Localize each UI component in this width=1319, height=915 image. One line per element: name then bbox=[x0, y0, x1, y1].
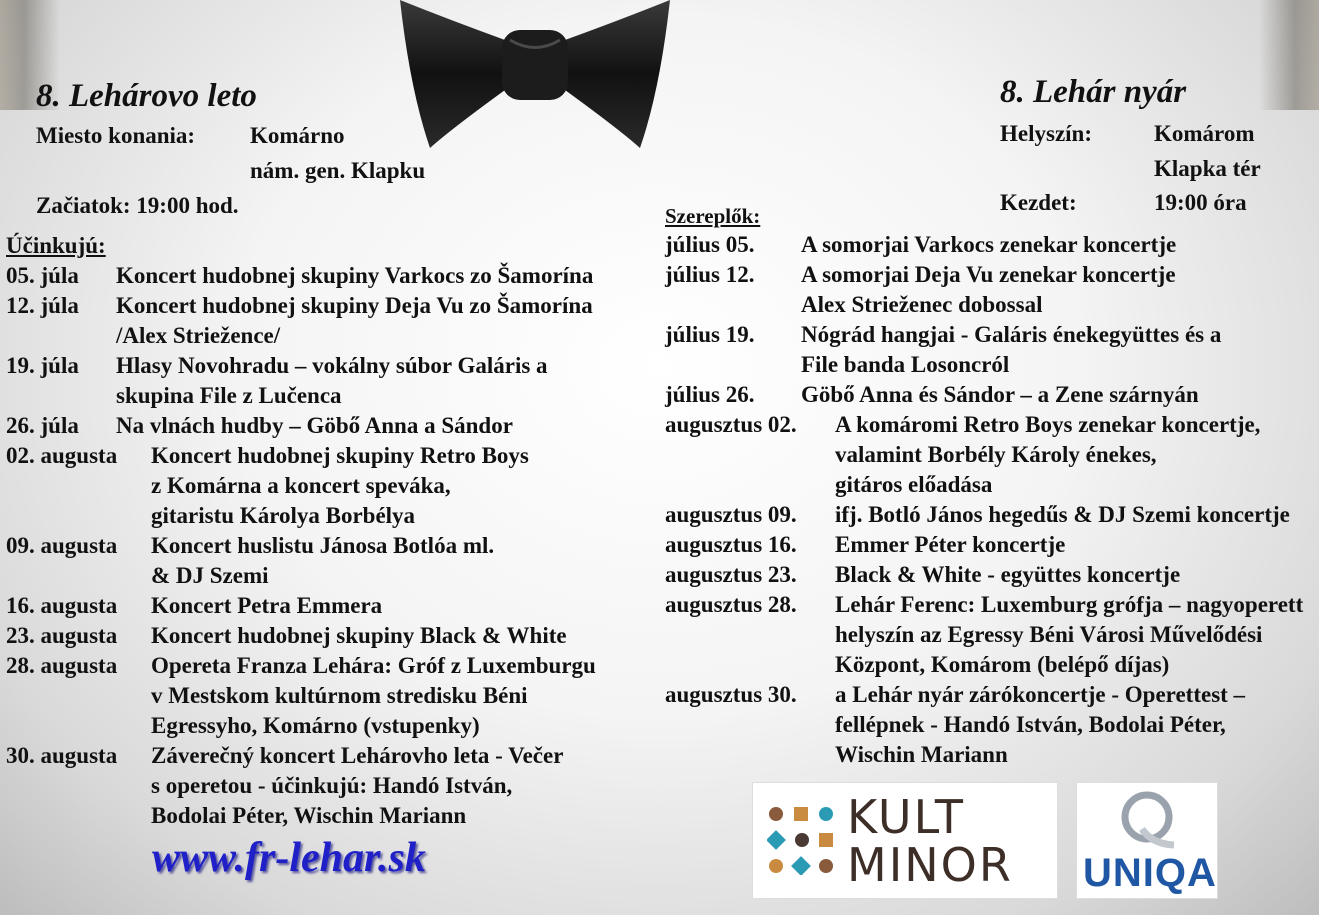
kultminor-line1: KULT bbox=[847, 790, 965, 844]
hu-schedule-date: augusztus 02. bbox=[665, 412, 797, 437]
uniqa-wordmark: UNIQA bbox=[1083, 851, 1217, 895]
sk-venue-place: nám. gen. Klapku bbox=[250, 158, 426, 183]
sk-schedule-text: Koncert huslistu Jánosa Botlóa ml. bbox=[151, 533, 495, 558]
hu-schedule-text: ifj. Botló János hegedűs & DJ Szemi koncertje bbox=[835, 502, 1290, 527]
sk-schedule-row bbox=[6, 741, 596, 831]
hu-schedule-date: augusztus 16. bbox=[665, 532, 797, 557]
sk-schedule-text: Bodolai Péter, Wischin Mariann bbox=[151, 803, 467, 828]
sk-schedule-date: 28. augusta bbox=[6, 653, 118, 678]
hu-schedule-date: augusztus 23. bbox=[665, 562, 797, 587]
sk-schedule-date: 19. júla bbox=[6, 353, 79, 378]
sk-schedule-row bbox=[6, 411, 596, 441]
hu-schedule-text: Göbő Anna és Sándor – a Zene szárnyán bbox=[801, 382, 1199, 407]
hu-schedule-date: július 12. bbox=[665, 262, 755, 287]
hu-schedule-date: augusztus 30. bbox=[665, 682, 797, 707]
hu-schedule-text: A somorjai Varkocs zenekar koncertje bbox=[801, 232, 1177, 257]
sk-schedule-text: Koncert hudobnej skupiny Retro Boys bbox=[151, 443, 529, 468]
hu-schedule-text: A komáromi Retro Boys zenekar koncertje, bbox=[835, 412, 1261, 437]
sk-schedule-text: Na vlnách hudby – Göbő Anna a Sándor bbox=[116, 413, 513, 438]
sk-schedule-date: 09. augusta bbox=[6, 533, 118, 558]
hu-start-label: Kezdet: bbox=[1000, 190, 1077, 215]
sk-schedule-text: /Alex Striežence/ bbox=[116, 323, 281, 348]
hu-schedule-row bbox=[665, 320, 1303, 380]
sk-schedule-text: s operetou - účinkujú: Handó István, bbox=[151, 773, 513, 798]
sk-schedule-text: Egressyho, Komárno (vstupenky) bbox=[151, 713, 480, 738]
hu-schedule-row bbox=[665, 560, 1303, 590]
hu-venue-place: Klapka tér bbox=[1154, 156, 1261, 181]
hu-schedule-text: A somorjai Deja Vu zenekar koncertje bbox=[801, 262, 1176, 287]
sk-schedule-text: z Komárna a koncert speváka, bbox=[151, 473, 451, 498]
hu-schedule-row bbox=[665, 380, 1303, 410]
uniqa-logo bbox=[1076, 782, 1218, 899]
hu-venue-city: Komárom bbox=[1154, 121, 1255, 146]
hu-schedule bbox=[665, 230, 1303, 770]
sk-schedule-date: 23. augusta bbox=[6, 623, 118, 648]
sk-schedule-date: 02. augusta bbox=[6, 443, 118, 468]
sk-schedule-date: 05. júla bbox=[6, 263, 79, 288]
kultminor-pattern-icon bbox=[767, 805, 837, 875]
hu-start-time: 19:00 óra bbox=[1154, 190, 1247, 215]
hu-schedule-text: Alex Strieženec dobossal bbox=[801, 292, 1043, 317]
bowtie-image bbox=[390, 0, 680, 150]
sk-schedule-row bbox=[6, 531, 596, 591]
hu-schedule-text: Központ, Komárom (belépő díjas) bbox=[835, 652, 1170, 677]
hu-title: 8. Lehár nyár bbox=[1000, 74, 1187, 110]
sk-schedule-text: Hlasy Novohradu – vokálny súbor Galáris a bbox=[116, 353, 548, 378]
sk-schedule-text: Koncert Petra Emmera bbox=[151, 593, 383, 618]
sk-schedule-text: gitaristu Károlya Borbélya bbox=[151, 503, 416, 528]
hu-schedule-text: Wischin Mariann bbox=[835, 742, 1008, 767]
hu-venue-label: Helyszín: bbox=[1000, 121, 1092, 146]
sk-performers-label: Účinkujú: bbox=[6, 233, 106, 258]
sk-schedule-row bbox=[6, 591, 596, 621]
hu-schedule-text: Lehár Ferenc: Luxemburg grófja – nagyoperett bbox=[835, 592, 1304, 617]
sk-schedule-row bbox=[6, 351, 596, 411]
sk-start: Začiatok: 19:00 hod. bbox=[36, 193, 239, 218]
hu-schedule-row bbox=[665, 500, 1303, 530]
hu-schedule-text: Emmer Péter koncertje bbox=[835, 532, 1066, 557]
hu-schedule-row bbox=[665, 260, 1303, 320]
sk-schedule-row bbox=[6, 651, 596, 741]
sk-schedule-text: Koncert hudobnej skupiny Deja Vu zo Šamorína bbox=[116, 293, 593, 318]
kultminor-logo bbox=[752, 782, 1058, 899]
sk-schedule-row bbox=[6, 621, 596, 651]
hu-schedule-row bbox=[665, 680, 1303, 770]
sk-schedule-text: Koncert hudobnej skupiny Black & White bbox=[151, 623, 567, 648]
hu-schedule-date: augusztus 28. bbox=[665, 592, 797, 617]
hu-schedule-text: valamint Borbély Károly énekes, bbox=[835, 442, 1157, 467]
sk-schedule-text: & DJ Szemi bbox=[151, 563, 269, 588]
sk-schedule-row bbox=[6, 441, 596, 531]
hu-performers-label: Szereplők: bbox=[665, 204, 761, 228]
sk-schedule-row bbox=[6, 261, 596, 291]
hu-schedule-date: július 05. bbox=[665, 232, 755, 257]
sk-venue-label: Miesto konania: bbox=[36, 123, 196, 148]
sk-schedule-date: 16. augusta bbox=[6, 593, 118, 618]
hu-schedule-text: Nógrád hangjai - Galáris énekegyüttes és a bbox=[801, 322, 1222, 347]
hu-schedule-row bbox=[665, 410, 1303, 500]
sk-schedule-text: skupina File z Lučenca bbox=[116, 383, 342, 408]
hu-schedule-text: helyszín az Egressy Béni Városi Művelődési bbox=[835, 622, 1263, 647]
hu-schedule-text: gitáros előadása bbox=[835, 472, 993, 497]
sk-venue-city: Komárno bbox=[250, 123, 345, 148]
sk-schedule-row bbox=[6, 291, 596, 351]
hu-schedule-text: fellépnek - Handó István, Bodolai Péter, bbox=[835, 712, 1226, 737]
sk-schedule-text: Záverečný koncert Lehárovho leta - Večer bbox=[151, 743, 564, 768]
hu-schedule-text: a Lehár nyár zárókoncertje - Operettest – bbox=[835, 682, 1246, 707]
sk-schedule-date: 30. augusta bbox=[6, 743, 118, 768]
hu-schedule-row bbox=[665, 530, 1303, 560]
kultminor-line2: MINOR bbox=[847, 838, 1013, 892]
hu-schedule-text: Black & White - együttes koncertje bbox=[835, 562, 1181, 587]
sk-schedule bbox=[6, 261, 596, 831]
hu-schedule-date: július 26. bbox=[665, 382, 755, 407]
sk-schedule-date: 12. júla bbox=[6, 293, 79, 318]
sk-title: 8. Lehárovo leto bbox=[36, 78, 257, 114]
sk-schedule-text: Opereta Franza Lehára: Gróf z Luxemburgu bbox=[151, 653, 596, 678]
sk-schedule-text: Koncert hudobnej skupiny Varkocs zo Šamorína bbox=[116, 263, 594, 288]
curtain-right-decoration bbox=[1259, 0, 1319, 110]
hu-schedule-date: július 19. bbox=[665, 322, 755, 347]
hu-schedule-text: File banda Losoncról bbox=[801, 352, 1010, 377]
hu-schedule-date: augusztus 09. bbox=[665, 502, 797, 527]
website-link[interactable]: www.fr-lehar.sk bbox=[152, 835, 426, 881]
sk-schedule-text: v Mestskom kultúrnom stredisku Béni bbox=[151, 683, 528, 708]
sk-schedule-date: 26. júla bbox=[6, 413, 79, 438]
hu-schedule-row bbox=[665, 230, 1303, 260]
uniqa-emblem-icon bbox=[1112, 789, 1182, 849]
hu-schedule-row bbox=[665, 590, 1303, 680]
